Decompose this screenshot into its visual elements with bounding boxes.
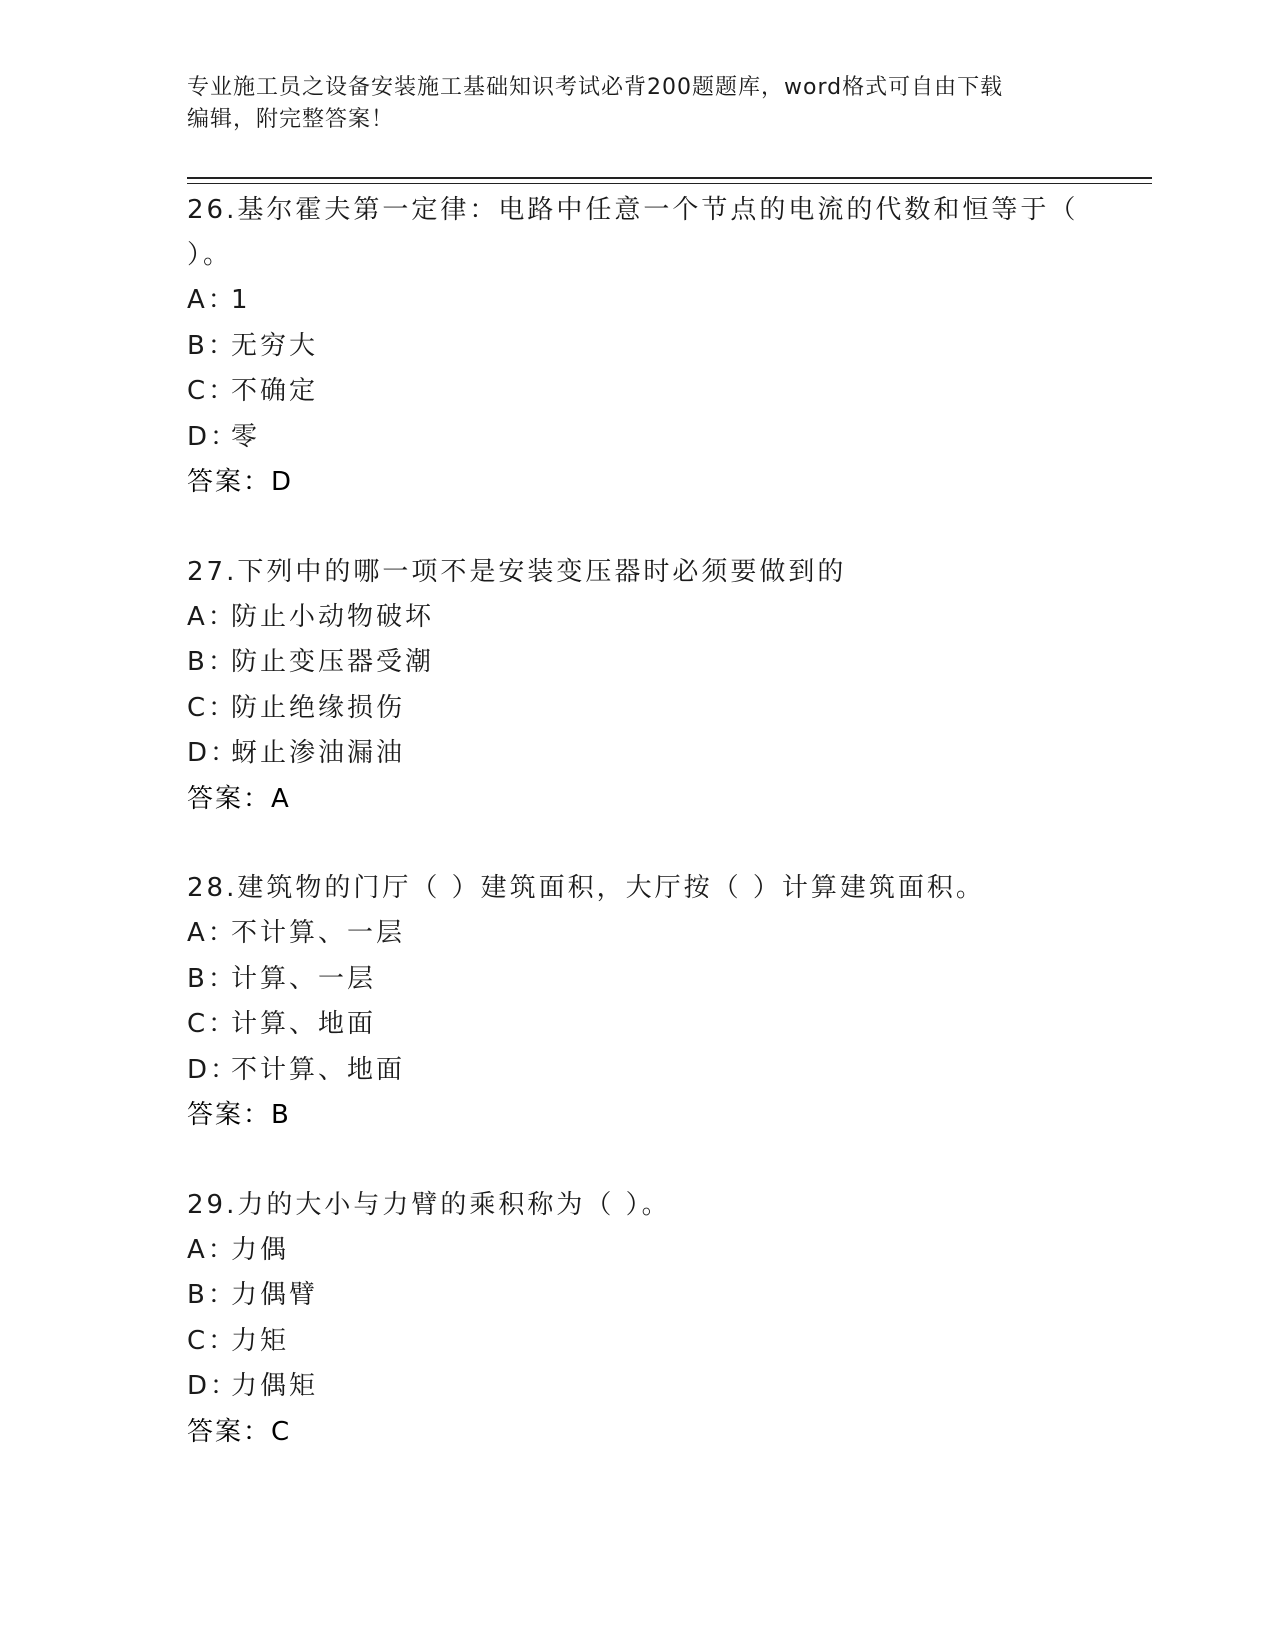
option-key: A： bbox=[187, 285, 237, 315]
question-stem-line: ）。 bbox=[187, 240, 233, 270]
option-text: 计算、地面 bbox=[231, 1009, 377, 1039]
question-28 bbox=[187, 866, 1087, 1139]
question-26 bbox=[187, 188, 1087, 506]
question-stem-line: 26.基尔霍夫第一定律：电路中任意一个节点的电流的代数和恒等于（ bbox=[187, 195, 1079, 225]
option-text: 防止变压器受潮 bbox=[231, 647, 435, 677]
option-key: D： bbox=[187, 738, 240, 768]
option-a bbox=[187, 278, 1087, 324]
option-key: B： bbox=[187, 330, 237, 361]
option-b bbox=[187, 1273, 1087, 1319]
option-key: B： bbox=[187, 647, 237, 677]
option-text: 防止小动物破坏 bbox=[231, 601, 435, 632]
answer-line: 答案：B bbox=[187, 1100, 291, 1130]
header-divider-thin bbox=[187, 183, 1152, 184]
question-list bbox=[187, 188, 1087, 1499]
question-27 bbox=[187, 550, 1087, 823]
option-text: 不确定 bbox=[231, 376, 319, 406]
option-key: B： bbox=[187, 963, 237, 994]
option-text: 防止绝缘损伤 bbox=[231, 692, 406, 723]
option-key: C： bbox=[187, 692, 238, 723]
document-header bbox=[187, 72, 1087, 136]
option-c bbox=[187, 686, 1087, 732]
answer-line: 答案：A bbox=[187, 783, 291, 814]
option-key: D： bbox=[187, 1054, 240, 1085]
option-text: 蚜止渗油漏油 bbox=[231, 738, 406, 768]
option-text: 1 bbox=[231, 285, 251, 315]
option-key: A： bbox=[187, 1234, 237, 1265]
option-c bbox=[187, 1002, 1087, 1048]
option-a bbox=[187, 595, 1087, 641]
option-b bbox=[187, 324, 1087, 370]
option-a bbox=[187, 911, 1087, 957]
option-b bbox=[187, 640, 1087, 686]
question-stem-line: 27.下列中的哪一项不是安装变压器时必须要做到的 bbox=[187, 556, 847, 587]
option-text: 零 bbox=[231, 421, 261, 452]
option-text: 力偶矩 bbox=[231, 1371, 319, 1401]
option-key: C： bbox=[187, 1325, 238, 1356]
header-line-2: 编辑，附完整答案！ bbox=[187, 107, 395, 132]
option-key: C： bbox=[187, 376, 238, 406]
option-a bbox=[187, 1228, 1087, 1274]
question-29 bbox=[187, 1183, 1087, 1456]
answer-line: 答案：D bbox=[187, 467, 294, 497]
option-text: 力偶 bbox=[231, 1234, 290, 1265]
option-d bbox=[187, 731, 1087, 777]
header-divider-thick bbox=[187, 177, 1152, 179]
answer-line: 答案：C bbox=[187, 1416, 292, 1447]
option-text: 不计算、地面 bbox=[231, 1054, 406, 1085]
option-c bbox=[187, 369, 1087, 415]
option-key: A： bbox=[187, 601, 237, 632]
question-stem-line: 29.力的大小与力臂的乘积称为（ ）。 bbox=[187, 1189, 671, 1220]
option-key: C： bbox=[187, 1009, 238, 1039]
option-text: 力偶臂 bbox=[231, 1280, 319, 1310]
question-stem-line: 28.建筑物的门厅（ ）建筑面积，大厅按（ ）计算建筑面积。 bbox=[187, 873, 985, 903]
option-c bbox=[187, 1319, 1087, 1365]
option-key: D： bbox=[187, 1371, 240, 1401]
option-text: 不计算、一层 bbox=[231, 918, 406, 948]
option-key: A： bbox=[187, 918, 237, 948]
option-d bbox=[187, 1048, 1087, 1094]
option-text: 计算、一层 bbox=[231, 963, 377, 994]
option-b bbox=[187, 957, 1087, 1003]
header-line-1: 专业施工员之设备安装施工基础知识考试必背200题题库，word格式可自由下载 bbox=[187, 75, 1004, 100]
option-key: B： bbox=[187, 1280, 237, 1310]
option-text: 无穷大 bbox=[231, 330, 319, 361]
option-key: D： bbox=[187, 421, 240, 452]
option-d bbox=[187, 1364, 1087, 1410]
option-d bbox=[187, 415, 1087, 461]
option-text: 力矩 bbox=[231, 1325, 290, 1356]
